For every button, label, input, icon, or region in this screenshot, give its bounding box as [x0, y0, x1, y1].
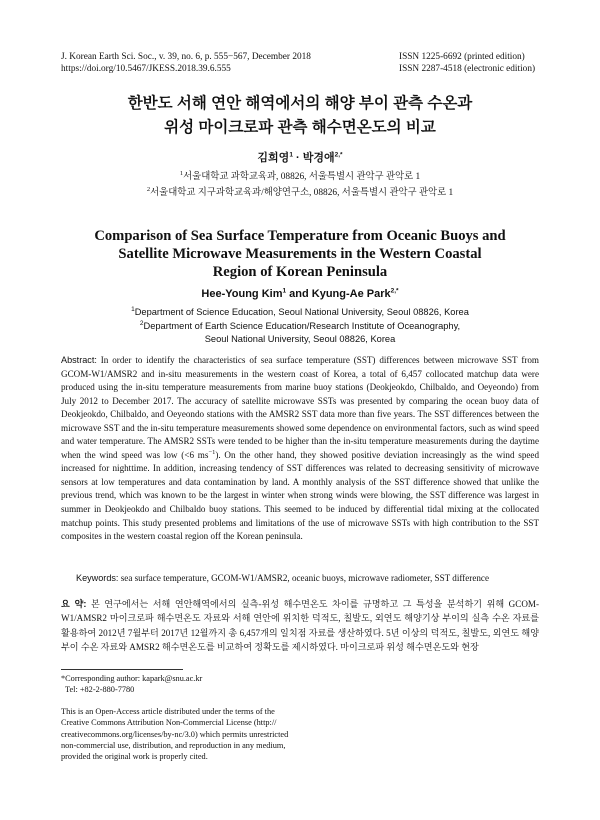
corresponding-author: *Corresponding author: kapark@snu.ac.kr — [61, 674, 203, 683]
korean-author-name: 김희영 — [257, 152, 290, 164]
abstract-label: Abstract: — [61, 355, 97, 365]
affiliation-sup: 1 — [131, 305, 135, 313]
footnote — [61, 673, 301, 696]
keywords-text: sea surface temperature, GCOM-W1/AMSR2, oceanic buoys, microwave radiometer, SST difference — [118, 573, 489, 583]
author-sup: 2,* — [390, 287, 399, 295]
author-sup: 1 — [289, 151, 293, 159]
english-title — [0, 227, 600, 281]
english-affiliations — [0, 306, 600, 347]
korean-affiliation — [0, 184, 600, 198]
author-and: and — [286, 288, 312, 300]
issn-info — [399, 51, 535, 75]
affiliation-text: 서울대학교 지구과학교육과/해양연구소, 08826, 서울특별시 관악구 관악로 1 — [150, 188, 454, 198]
license-line: This is an Open-Access article distributed under the terms of the — [61, 707, 275, 716]
korean-affiliation — [0, 168, 600, 182]
license-line: Creative Commons Attribution Non-Commercial License (http:// — [61, 718, 277, 728]
affiliation-text: Department of Earth Science Education/Research Institute of Oceanography, — [143, 320, 461, 331]
english-affiliation — [0, 320, 600, 334]
license-line: provided the original work is properly cited. — [61, 752, 208, 762]
journal-info — [61, 51, 311, 75]
english-affiliation — [0, 306, 600, 320]
korean-abstract-label: 요 약: — [61, 599, 87, 609]
author-sup: 2,* — [334, 151, 343, 159]
journal-citation: J. Korean Earth Sci. Soc., v. 39, no. 6, p. 555−567, December 2018 — [61, 52, 311, 62]
korean-title-line: 위성 마이크로파 관측 해수면온도의 비교 — [164, 119, 436, 136]
abstract — [61, 354, 539, 544]
keywords — [76, 573, 539, 583]
issn-print: ISSN 1225-6692 (printed edition) — [399, 52, 525, 62]
english-author-name: Kyung-Ae Park — [311, 288, 391, 300]
english-title-line: Comparison of Sea Surface Temperature from Oceanic Buoys and — [94, 228, 506, 244]
telephone: Tel: +82-2-880-7780 — [65, 685, 135, 695]
keywords-label: Keywords: — [76, 573, 119, 583]
license-line: non-commercial use, distribution, and reproduction in any medium, — [61, 740, 286, 750]
abstract-sup: −1 — [208, 448, 216, 456]
doi-link[interactable]: https://doi.org/10.5467/JKESS.2018.39.6.555 — [61, 64, 231, 74]
korean-title — [0, 92, 600, 140]
english-authors — [0, 288, 600, 300]
issn-electronic: ISSN 2287-4518 (electronic edition) — [399, 64, 536, 74]
korean-authors — [0, 149, 600, 165]
affiliation-sup: 1 — [179, 169, 184, 177]
english-author-name: Hee-Young Kim — [201, 288, 283, 300]
affiliation-sup: 2 — [139, 319, 144, 327]
abstract-text: In order to identify the characteristics of sea surface temperature (SST) differences between microwave SST from GCOM-W1/AMSR2 and in-situ measurements in the western coast of Korea, a total of 6,457 collocated matchup data were produced using the in-situ temperature measurements from marine buoy stations (Deokjeokdo, Chilbaldo, and Oeyeondo) from July 2012 to December 2017. The accuracy of satellite microwave SSTs was presented by comparing the ocean buoy data of Deokjeokdo, Chilbaldo, and Oeyeondo stations with the AMSR2 SST data more than five years. The SST differences between the microwave SST and the in-situ temperature measurements showed some dependence on environmental factors, such as wind speed and water temperature. The AMSR2 SSTs were tended to be higher than the in-situ temperature measurements during the daytime when the wind speed was low (<6 ms — [61, 355, 539, 460]
license-notice — [61, 706, 311, 762]
english-title-line: Satellite Microwave Measurements in the Western Coastal — [118, 246, 482, 262]
author-sup: 1 — [282, 287, 287, 295]
license-line: creativecommons.org/licenses/by-nc/3.0) which permits unrestricted — [61, 729, 289, 739]
english-affiliation-cont: Seoul National University, Seoul 08826, Korea — [204, 334, 396, 344]
affiliation-text: Department of Science Education, Seoul National University, Seoul 08826, Korea — [134, 307, 469, 317]
abstract-text: ). On the other hand, they showed positive deviation increasingly as the wind speed increased for nighttime. In addition, increasing tendency of SST differences was related to decreasing sensitivity of microwave sensors at low temperatures and data contamination by land. A monthly analysis of the SST difference showed that unlike the previous trend, which was known to be the largest in winter when strong winds were blowing, the SST difference was largest in summer in Deokjeokdo and Chilbaldo buoy stations. This seemed to be induced by differential tidal mixing at the collocated matchup points. This study presented problems and limitations of the use of microwave SSTs with high contribution to the SST composites in the western coastal region off the Korean peninsula. — [61, 449, 539, 542]
korean-abstract — [61, 597, 539, 654]
english-title-line: Region of Korean Peninsula — [212, 264, 388, 280]
affiliation-sup: 2 — [146, 185, 151, 193]
korean-title-line: 한반도 서해 연안 해역에서의 해양 부이 관측 수온과 — [127, 95, 473, 112]
author-separator: · — [292, 152, 303, 164]
affiliation-text: 서울대학교 과학교육과, 08826, 서울특별시 관악구 관악로 1 — [183, 172, 421, 182]
footnote-divider — [61, 669, 183, 670]
korean-abstract-text: 본 연구에서는 서해 연안해역에서의 실측-위성 해수면온도 차이를 규명하고 그 특성을 분석하기 위해 GCOM-W1/AMSR2 마이크로파 해수면온도 자료와 서해 연안에 위치한 덕적도, 칠발도, 외연도 해양기상 부이의 실측 수온 자료를 활용하여 2012년 7월부터 2017년 12월까지 총 6,457개의 일치점 자료를 생산하였다. 5년 이상의 덕적도, 칠발도, 외연도 해양 부이 수온 자료와 AMSR2 해수면온도를 비교하여 정확도를 제시하였다. 마이크로파 위성 해수면온도와 현장 — [61, 599, 539, 652]
korean-author-name: 박경애 — [302, 152, 335, 164]
